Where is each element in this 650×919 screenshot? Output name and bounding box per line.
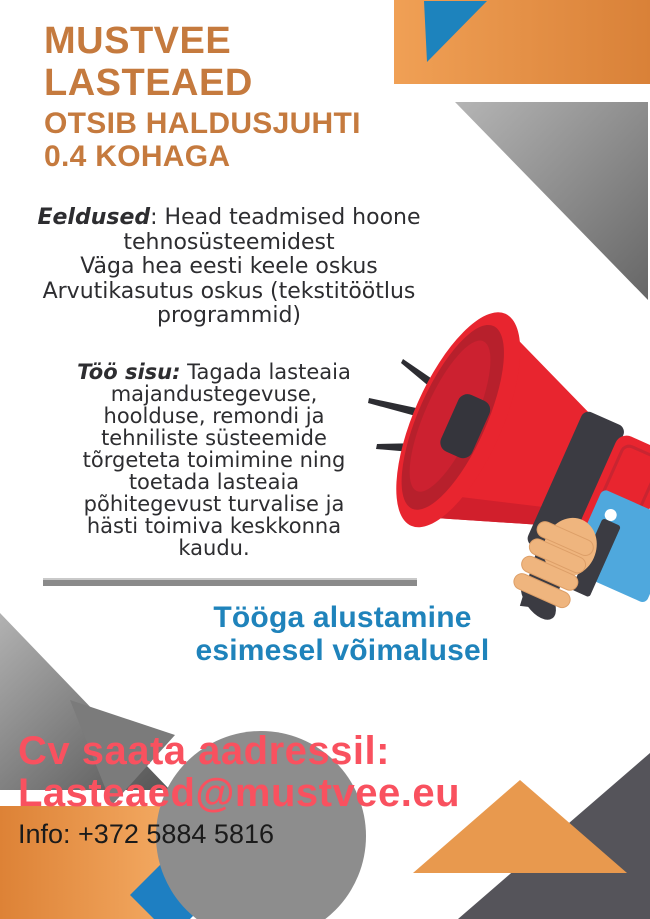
subtitle-line-1: OTSIB HALDUSJUHTI	[44, 107, 361, 140]
job-line: põhitegevust turvalise ja	[83, 492, 345, 516]
requirements-line: Väga hea eesti keele oskus	[80, 254, 378, 279]
title-line-2: LASTEAED	[44, 62, 253, 104]
right-gray-triangle	[455, 102, 648, 300]
requirements-paragraph	[0, 206, 458, 329]
requirements-line: Arvutikasutus oskus (tekstitöötlus	[42, 278, 416, 304]
requirements-line: programmid)	[157, 303, 301, 328]
job-label: Töö sisu:	[77, 360, 181, 384]
phone-info: Info: +372 5884 5816	[18, 819, 274, 849]
job-line: kaudu.	[178, 536, 250, 560]
cv-email: Lasteaed@mustvee.eu	[18, 770, 461, 815]
requirements-label: Eeldused	[37, 205, 151, 230]
start-note-line-2: esimesel võimalusel	[195, 634, 490, 667]
divider-bar	[43, 578, 417, 586]
title-line-1: MUSTVEE	[44, 20, 232, 62]
requirements-first-line: Eeldused: Head teadmised hoone	[37, 205, 421, 230]
cv-address-line-1: Cv saata aadressil:	[18, 729, 390, 773]
job-line: tõrgeteta toimimine ning	[82, 448, 346, 472]
start-note	[150, 601, 535, 667]
job-line: toetada lasteaia	[128, 470, 300, 494]
job-description-paragraph	[28, 361, 400, 559]
start-note-line-1: Tööga alustamine	[213, 601, 472, 634]
subtitle-line-2: 0.4 KOHAGA	[44, 140, 231, 173]
requirements-line: tehnosüsteemidest	[123, 229, 335, 255]
job-line: hästi toimiva keskkonna	[86, 514, 342, 538]
cv-address-block	[18, 731, 460, 814]
job-line: tehniliste süsteemide	[101, 426, 327, 450]
job-line: majandustegevuse,	[110, 382, 318, 406]
poster-title	[44, 20, 361, 173]
job-line: hoolduse, remondi ja	[103, 404, 325, 428]
job-first-line: Töö sisu: Tagada lasteaia	[77, 360, 351, 384]
